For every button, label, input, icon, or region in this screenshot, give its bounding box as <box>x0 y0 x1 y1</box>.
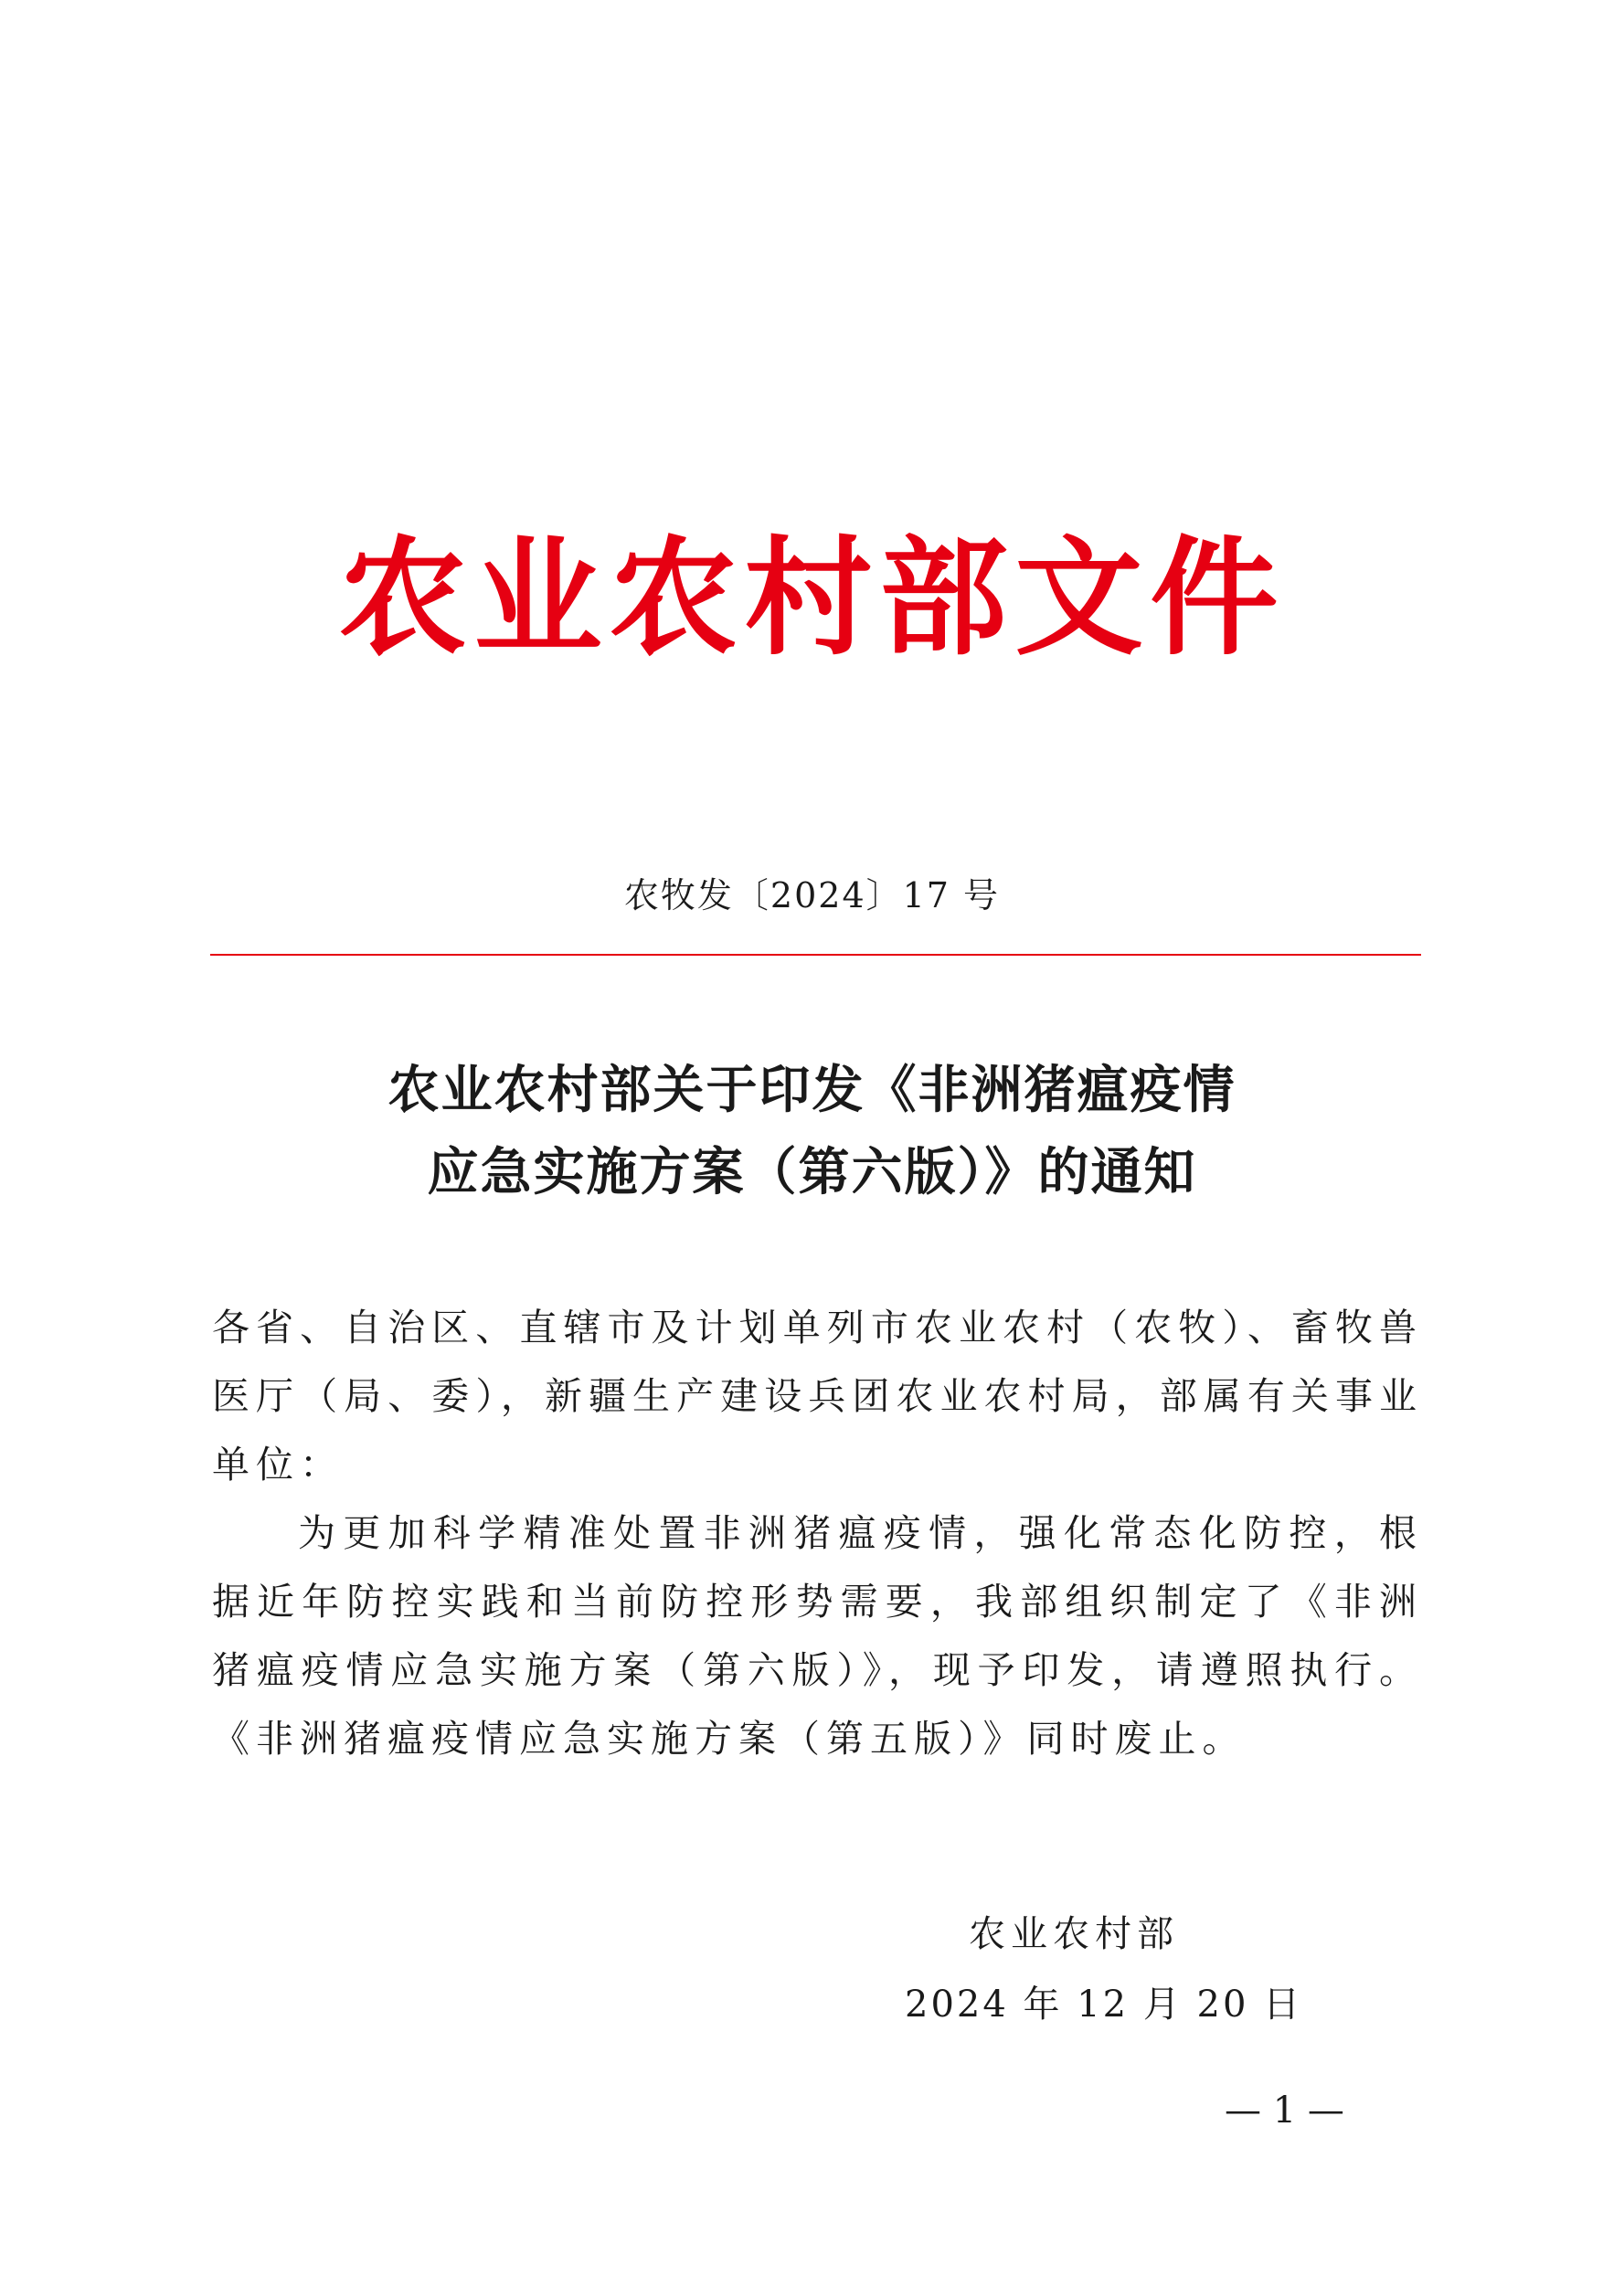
addressee-paragraph: 各省、自治区、直辖市及计划单列市农业农村（农牧）、畜牧兽医厅（局、委），新疆生产建设兵团农业农村局，部属有关事业单位： <box>212 1306 1423 1487</box>
notice-body <box>212 1294 1423 1773</box>
document-masthead: 农业农村部文件 <box>338 524 1286 673</box>
page-number: — 1 — <box>1225 2090 1344 2132</box>
notice-title-line-2: 应急实施方案（第六版）》的通知 <box>427 1142 1197 1202</box>
notice-title-line-1: 农业农村部关于印发《非洲猪瘟疫情 <box>387 1060 1237 1120</box>
notice-title <box>0 1049 1624 1213</box>
red-divider-line <box>210 954 1421 956</box>
body-paragraph: 为更加科学精准处置非洲猪瘟疫情，强化常态化防控，根据近年防控实践和当前防控形势需要，我部组织制定了《非洲猪瘟疫情应急实施方案（第六版）》，现予印发，请遵照执行。《非洲猪瘟疫情应急实施方案（第五版）》同时废止。 <box>212 1511 1423 1761</box>
issue-date: 2024 年 12 月 20 日 <box>905 1984 1303 2026</box>
issuing-authority: 农业农村部 <box>969 1913 1179 1955</box>
document-number: 农牧发〔2024〕17 号 <box>623 875 1001 915</box>
